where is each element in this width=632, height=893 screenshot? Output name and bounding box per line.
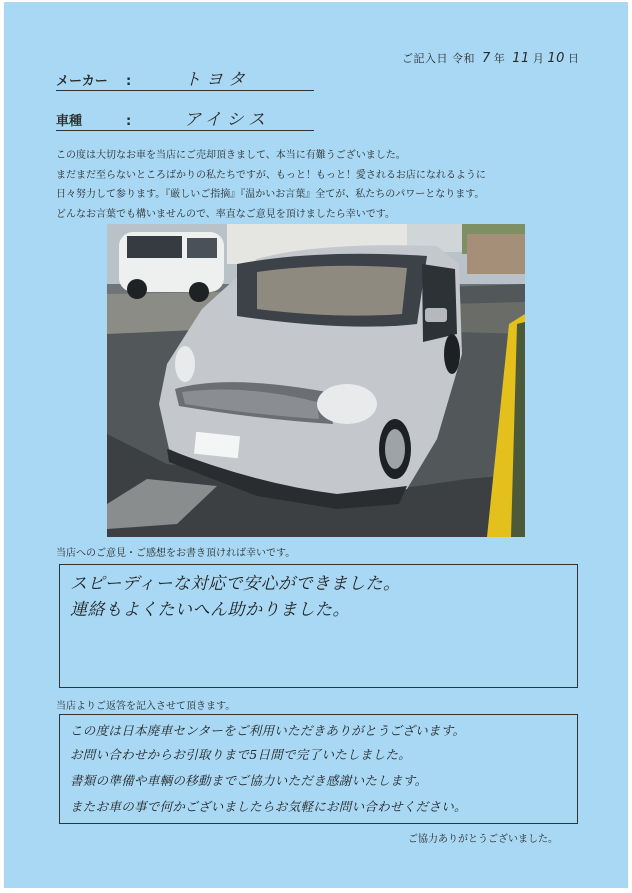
date-month: 11 bbox=[512, 51, 530, 66]
opinion-line: スピーディーな対応で安心ができました。 bbox=[70, 574, 401, 594]
model-colon: : bbox=[126, 114, 132, 129]
date-line bbox=[402, 50, 579, 66]
model-value: アイシス bbox=[184, 110, 270, 130]
date-month-unit: 月 bbox=[532, 52, 545, 65]
opinion-label: 当店へのご意見・ご感想をお書き頂ければ幸いです。 bbox=[56, 548, 296, 559]
date-day-unit: 日 bbox=[567, 52, 580, 65]
model-field bbox=[56, 110, 314, 131]
intro-line: 日々努力して参ります。『厳しいご指摘』『温かいお言葉』全てが、私たちのパワーとなります。 bbox=[56, 189, 485, 200]
intro-line: この度は大切なお車を当店にご売却頂きまして、本当に有難うございました。 bbox=[56, 150, 406, 161]
reply-line: この度は日本廃車センターをご利用いただきありがとうございます。 bbox=[70, 723, 466, 738]
intro-text bbox=[56, 146, 556, 224]
date-day: 10 bbox=[547, 51, 565, 66]
date-year: 7 bbox=[482, 51, 491, 66]
reply-line: お問い合わせからお引取りまで5日間で完了いたしました。 bbox=[70, 747, 412, 762]
reply-line: 書類の準備や車輌の移動までご協力いただき感謝いたします。 bbox=[70, 773, 428, 788]
opinion-box bbox=[59, 564, 578, 688]
date-era: 令和 bbox=[452, 52, 475, 65]
maker-value: トヨタ bbox=[184, 70, 250, 90]
date-year-unit: 年 bbox=[493, 52, 506, 65]
intro-line: どんなお言葉でも構いませんので、率直なご意見を頂けましたら幸いです。 bbox=[56, 208, 395, 220]
closing-text: ご協力ありがとうございました。 bbox=[408, 834, 558, 845]
reply-label: 当店よりご返答を記入させて頂きます。 bbox=[56, 701, 236, 712]
background-van bbox=[119, 232, 224, 302]
maker-colon: : bbox=[126, 74, 132, 89]
feedback-sheet bbox=[4, 2, 628, 888]
maker-field bbox=[56, 70, 314, 91]
opinion-line: 連絡もよくたいへん助かりました。 bbox=[70, 600, 350, 620]
car-photo bbox=[107, 224, 525, 537]
reply-box bbox=[59, 714, 578, 824]
reply-line: またお車の事で何かございましたらお気軽にお問い合わせください。 bbox=[70, 799, 467, 814]
maker-label: メーカー bbox=[56, 74, 108, 89]
intro-line: まだまだ至らないところばかりの私たちですが、もっと！もっと！愛されるお店になれるように bbox=[56, 169, 486, 181]
model-label: 車種 bbox=[56, 114, 83, 129]
date-label: ご記入日 bbox=[402, 52, 448, 65]
